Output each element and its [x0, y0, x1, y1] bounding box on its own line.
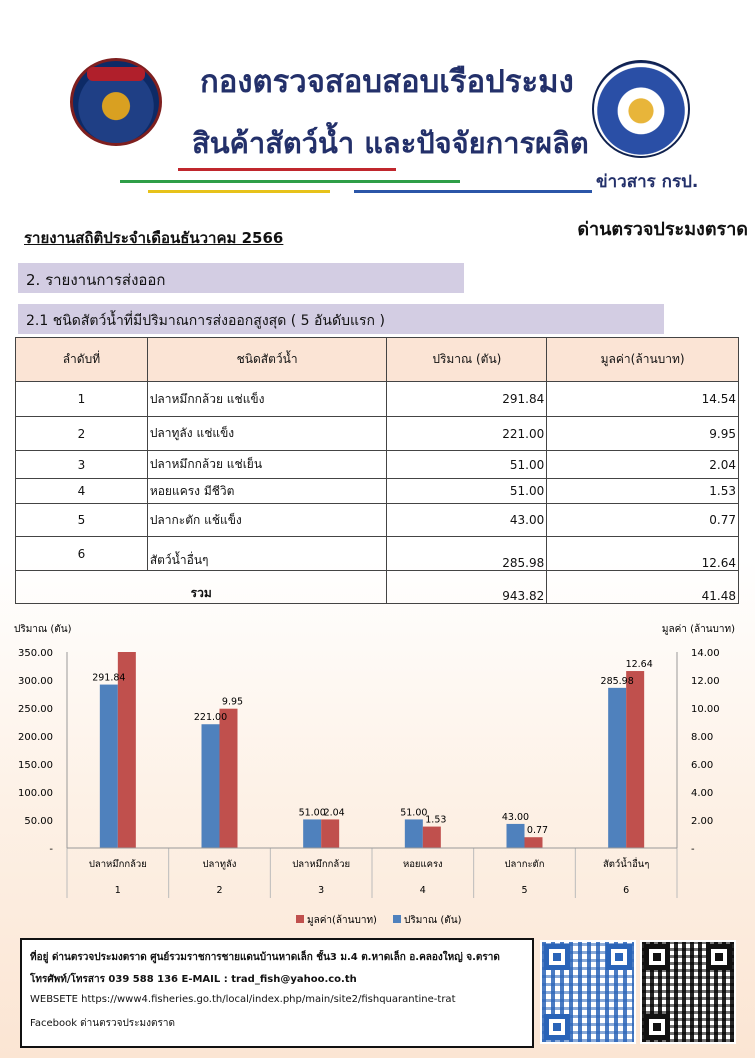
- bar-quantity: [507, 824, 525, 848]
- table-row: [16, 382, 739, 417]
- header-value: มูลค่า(ล้านบาท): [547, 338, 739, 382]
- y2-tick-label: 2.00: [691, 816, 714, 827]
- y-tick-label: 250.00: [18, 704, 53, 715]
- website-text: WEBSETE https://www4.fisheries.go.th/local/index.php/main/site2/fishquarantine-trat: [30, 994, 456, 1005]
- y-tick-label: 100.00: [18, 788, 53, 799]
- decorative-line: [178, 168, 396, 171]
- cell-quantity: 43.00: [387, 504, 547, 537]
- data-label-quantity: 221.00: [193, 712, 228, 724]
- decorative-line: [148, 190, 330, 193]
- cell-quantity: 51.00: [387, 451, 547, 479]
- cell-quantity: 291.84: [387, 382, 547, 417]
- cell-species: ปลาหมึกกล้วย แช่เย็น: [147, 451, 387, 479]
- bar-quantity: [100, 685, 118, 848]
- data-label-value: 9.95: [221, 696, 244, 708]
- cell-rank: 5: [16, 504, 148, 537]
- subsection-heading: [18, 304, 664, 334]
- station-name: ด่านตรวจประมงตราด: [577, 219, 748, 240]
- bar-value: [525, 837, 543, 848]
- x-tick-number: 4: [419, 885, 426, 896]
- cell-rank: 4: [16, 479, 148, 504]
- section-heading-text: 2. รายงานการส่งออก: [26, 271, 166, 289]
- cell-value: 0.77: [547, 504, 739, 537]
- y2-tick-label: 4.00: [691, 788, 714, 799]
- bar-value: [321, 819, 339, 848]
- x-tick-number: 6: [623, 885, 630, 896]
- cell-quantity: 51.00: [387, 479, 547, 504]
- table-row: [16, 451, 739, 479]
- x-tick-number: 2: [216, 885, 223, 896]
- export-chart: [0, 612, 755, 934]
- table-row: [16, 537, 739, 571]
- y2-tick-label: 12.00: [691, 676, 720, 687]
- cell-quantity: 221.00: [387, 417, 547, 451]
- data-label-quantity: 43.00: [501, 811, 530, 823]
- y2-tick-label: 8.00: [691, 732, 714, 743]
- header-rank: ลำดับที่: [16, 338, 148, 382]
- cell-value: 14.54: [547, 382, 739, 417]
- y2-tick-label: 6.00: [691, 760, 714, 771]
- bar-quantity: [303, 819, 321, 848]
- legend-label-value: มูลค่า(ล้านบาท): [307, 915, 377, 926]
- phone-email-text: โทรศัพท์/โทรสาร 039 588 136 E-MAIL : trad_fish@yahoo.co.th: [30, 974, 357, 985]
- fishery-inspection-emblem: [592, 60, 690, 158]
- y-axis-title: ปริมาณ (ตัน): [14, 624, 72, 635]
- table-total-row: [16, 571, 739, 604]
- x-tick-label: ปลาหมึกกล้วย: [292, 859, 351, 870]
- cell-species: ปลาทูลัง แช่แข็ง: [147, 417, 387, 451]
- department-seal-logo: [70, 58, 162, 146]
- bar-value: [220, 709, 238, 848]
- report-title: รายงานสถิติประจำเดือนธันวาคม 2566: [24, 229, 284, 247]
- data-label-quantity: 291.84: [92, 672, 126, 684]
- legend-label-quantity: ปริมาณ (ตัน): [404, 915, 462, 926]
- cell-total-quantity: 943.82: [387, 571, 547, 604]
- cell-rank: 1: [16, 382, 148, 417]
- x-tick-label: หอยแครง: [402, 859, 443, 870]
- cell-total-value: 41.48: [547, 571, 739, 604]
- x-tick-label: ปลาหมึกกล้วย: [88, 859, 147, 870]
- cell-value: 9.95: [547, 417, 739, 451]
- x-tick-label: ปลาทูลัง: [202, 859, 237, 870]
- cell-species: ปลาหมึกกล้วย แช่แข็ง: [147, 382, 387, 417]
- bar-value: [423, 827, 441, 848]
- bar-quantity: [405, 819, 423, 848]
- bar-value: [626, 671, 644, 848]
- cell-species: สัตว์น้ำอื่นๆ: [147, 537, 387, 571]
- y-tick-label: 200.00: [18, 732, 53, 743]
- subsection-heading-text: 2.1 ชนิดสัตว์น้ำที่มีปริมาณการส่งออกสูงสุด ( 5 อันดับแรก ): [26, 313, 385, 329]
- cell-species: ปลากะตัก แช้แข็ง: [147, 504, 387, 537]
- x-tick-label: สัตว์น้ำอื่นๆ: [602, 859, 650, 870]
- legend-swatch-quantity: [393, 915, 401, 923]
- cell-value: 12.64: [547, 537, 739, 571]
- x-tick-number: 1: [114, 885, 121, 896]
- x-tick-number: 3: [318, 885, 325, 896]
- y-tick-label: 150.00: [18, 760, 53, 771]
- contact-info-box: [20, 938, 534, 1048]
- cell-rank: 6: [16, 537, 148, 571]
- cell-rank: 3: [16, 451, 148, 479]
- y-tick-label: 350.00: [18, 648, 53, 659]
- export-table: [15, 337, 739, 604]
- data-label-quantity: 51.00: [298, 807, 326, 819]
- x-tick-number: 5: [521, 885, 528, 896]
- facebook-text: Facebook ด่านตรวจประมงตราด: [30, 1018, 175, 1029]
- decorative-line: [354, 190, 592, 193]
- y-tick-label: 50.00: [24, 816, 53, 827]
- cell-quantity: 285.98: [387, 537, 547, 571]
- y2-tick-label: -: [691, 844, 695, 855]
- data-label-value: 1.53: [425, 814, 447, 826]
- y2-axis-title: มูลค่า (ล้านบาท): [661, 624, 735, 635]
- y2-tick-label: 14.00: [691, 648, 720, 659]
- y2-tick-label: 10.00: [691, 704, 720, 715]
- legend-swatch-value: [296, 915, 304, 923]
- header-title-line1: กองตรวจสอบสอบเรือประมง: [200, 64, 574, 100]
- table-row: [16, 479, 739, 504]
- bar-quantity: [608, 688, 626, 848]
- section-heading: [18, 263, 464, 293]
- table-row: [16, 417, 739, 451]
- data-label-value: 12.64: [625, 659, 653, 671]
- qr-code-black: [640, 940, 736, 1044]
- x-tick-label: ปลากะตัก: [504, 859, 545, 870]
- qr-code-blue: [540, 940, 636, 1044]
- header-quantity: ปริมาณ (ตัน): [387, 338, 547, 382]
- bar-quantity: [202, 724, 220, 848]
- cell-value: 2.04: [547, 451, 739, 479]
- header-title-line2: สินค้าสัตว์น้ำ และปัจจัยการผลิต: [192, 126, 589, 160]
- table-row: [16, 504, 739, 537]
- y-tick-label: 300.00: [18, 676, 53, 687]
- cell-value: 1.53: [547, 479, 739, 504]
- decorative-line: [120, 180, 460, 183]
- cell-total-label: รวม: [16, 571, 387, 604]
- cell-rank: 2: [16, 417, 148, 451]
- table-header-row: [16, 338, 739, 382]
- header-species: ชนิดสัตว์น้ำ: [147, 338, 387, 382]
- data-label-value: 0.77: [526, 825, 549, 837]
- newsletter-label: ข่าวสาร กรป.: [596, 172, 699, 192]
- data-label-quantity: 51.00: [400, 807, 428, 819]
- data-label-quantity: 285.98: [600, 675, 634, 687]
- y-tick-label: -: [49, 844, 53, 855]
- address-text: ที่อยู่ ด่านตรวจประมงตราด ศูนย์รวมราชการชายแดนบ้านหาดเล็ก ชั้น3 ม.4 ต.หาดเล็ก อ.คลองใหญ่ จ.ตราด: [30, 952, 500, 963]
- cell-species: หอยแครง มีชีวิต: [147, 479, 387, 504]
- data-label-value: 2.04: [323, 807, 345, 819]
